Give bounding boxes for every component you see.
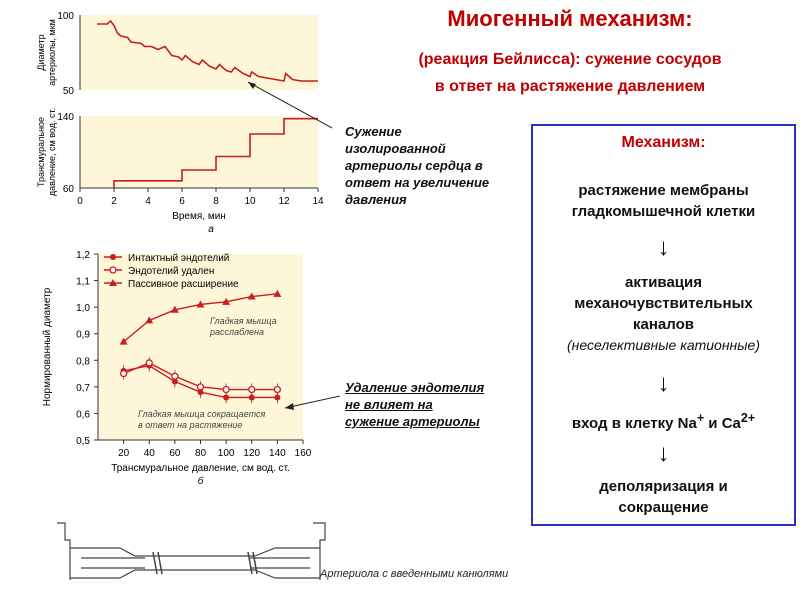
y-tick-label: 0,5 [76, 436, 90, 447]
plot-area-top [80, 15, 318, 90]
step-text: вход в клетку [571, 415, 678, 432]
data-point [110, 254, 116, 260]
annotation-line: расслаблена [210, 327, 264, 337]
page-title: Миогенный механизм: [447, 6, 693, 31]
y-tick-label: 60 [62, 184, 74, 195]
y-axis-label-top [36, 19, 57, 86]
x-axis-label: Трансмуральное давление, см вод. ст. [111, 463, 290, 474]
mechanism-title: Механизм: [621, 134, 706, 151]
x-tick-label: 80 [194, 448, 207, 459]
data-point [249, 387, 255, 393]
annotation-isolated-arteriole [345, 123, 525, 208]
mechanism-step-2 [533, 272, 794, 356]
data-point [146, 360, 152, 366]
x-axis-label: Время, мин [172, 211, 226, 222]
annotation-line: не влияет на [345, 397, 433, 412]
annotation-endothelium [345, 379, 520, 430]
annotation-line: артериолы сердца в [345, 158, 483, 173]
legend-label: Интактный эндотелий [128, 253, 230, 264]
x-tick-label: 160 [294, 448, 312, 459]
annotation-line: изолированной [345, 141, 446, 156]
step-line: деполяризация и [599, 478, 728, 495]
step-line: механочувствительных [574, 295, 753, 312]
y-axis-label-bottom [36, 108, 57, 196]
annotation-line: давления [345, 192, 407, 207]
y-axis-label-line: Трансмуральное [36, 116, 46, 188]
arteriole-caption: Артериола с введенными канюлями [320, 568, 509, 580]
y-tick-label: 0,7 [76, 382, 90, 394]
down-arrow-icon: ↓ [657, 440, 670, 467]
x-tick-label: 120 [243, 448, 261, 459]
annotation-line: Удаление эндотелия [345, 380, 485, 395]
y-axis-label-line: артериолы, мкм [47, 19, 57, 86]
x-tick-label: 6 [179, 196, 185, 207]
y-tick-label: 1,2 [76, 250, 90, 261]
annotation-line: Гладкая мышца [210, 316, 277, 326]
x-tick-label: 8 [213, 196, 219, 207]
x-tick-label: 0 [77, 196, 83, 207]
panel-label: б [197, 476, 204, 487]
panel-label: а [208, 224, 214, 235]
y-axis-label: Нормированный диаметр [42, 287, 53, 407]
x-tick-label: 140 [269, 448, 286, 459]
x-tick-label: 20 [118, 448, 130, 459]
x-tick-label: 2 [111, 196, 117, 207]
down-arrow-icon: ↓ [657, 234, 670, 261]
down-arrow-icon: ↓ [657, 370, 670, 397]
data-point [274, 387, 280, 393]
y-axis-label-line: Диаметр [36, 34, 46, 71]
x-tick-label: 12 [278, 196, 290, 207]
step-line: сокращение [618, 499, 709, 516]
annotation-line: в ответ на растяжение [138, 420, 243, 430]
mechanism-step-1 [533, 180, 794, 222]
y-tick-label: 1,1 [76, 276, 90, 288]
ion-charge: 2+ [740, 411, 756, 425]
step-note: (неселективные катионные) [567, 337, 760, 353]
data-point [198, 384, 204, 390]
y-tick-label: 50 [62, 86, 74, 97]
ion-charge: + [696, 411, 705, 425]
mechanism-step-4 [533, 476, 794, 518]
page-subtitle [340, 46, 800, 100]
chart-b [0, 240, 340, 530]
data-point [223, 387, 229, 393]
data-point [121, 371, 127, 377]
x-tick-label: 10 [244, 196, 256, 207]
x-tick-label: 40 [143, 448, 155, 459]
y-tick-label: 140 [57, 112, 74, 123]
annotation-line: сужение артериолы [345, 414, 480, 429]
plot-area-bottom [80, 116, 318, 188]
y-tick-label: 1,0 [76, 303, 90, 315]
mechanism-step-3 [533, 408, 794, 434]
chart-a [0, 0, 340, 245]
step-line: каналов [633, 316, 694, 333]
y-axis-label-line: давление, см вод. ст. [47, 107, 57, 197]
step-line: активация [625, 274, 702, 291]
mechanism-box [531, 124, 796, 526]
step-line: гладкомышечной клетки [571, 203, 756, 220]
subtitle-line-2: в ответ на растяжение давлением [434, 78, 706, 95]
y-tick-label: 0,8 [76, 356, 90, 368]
x-tick-label: 14 [312, 196, 324, 207]
arteriole-illustration [55, 518, 335, 596]
data-point [110, 267, 116, 273]
x-tick-label: 100 [217, 448, 235, 459]
step-text: и [704, 415, 722, 432]
y-tick-label: 0,9 [76, 329, 90, 341]
x-tick-label: 60 [169, 448, 181, 459]
y-tick-label: 100 [57, 11, 74, 22]
subtitle-line-1: (реакция Бейлисса): сужение сосудов [418, 51, 722, 68]
x-tick-label: 4 [145, 196, 151, 207]
y-tick-label: 0,6 [76, 409, 90, 421]
annotation-line: Гладкая мышца сокращается [138, 409, 266, 419]
step-line: растяжение мембраны [578, 182, 749, 199]
ion-na: Na [677, 415, 697, 432]
annotation-line: Сужение [345, 124, 402, 139]
legend-label: Эндотелий удален [128, 266, 215, 277]
ion-ca: Ca [721, 415, 741, 432]
legend-label: Пассивное расширение [128, 279, 239, 290]
data-point [172, 373, 178, 379]
annotation-line: ответ на увеличение [345, 175, 490, 190]
